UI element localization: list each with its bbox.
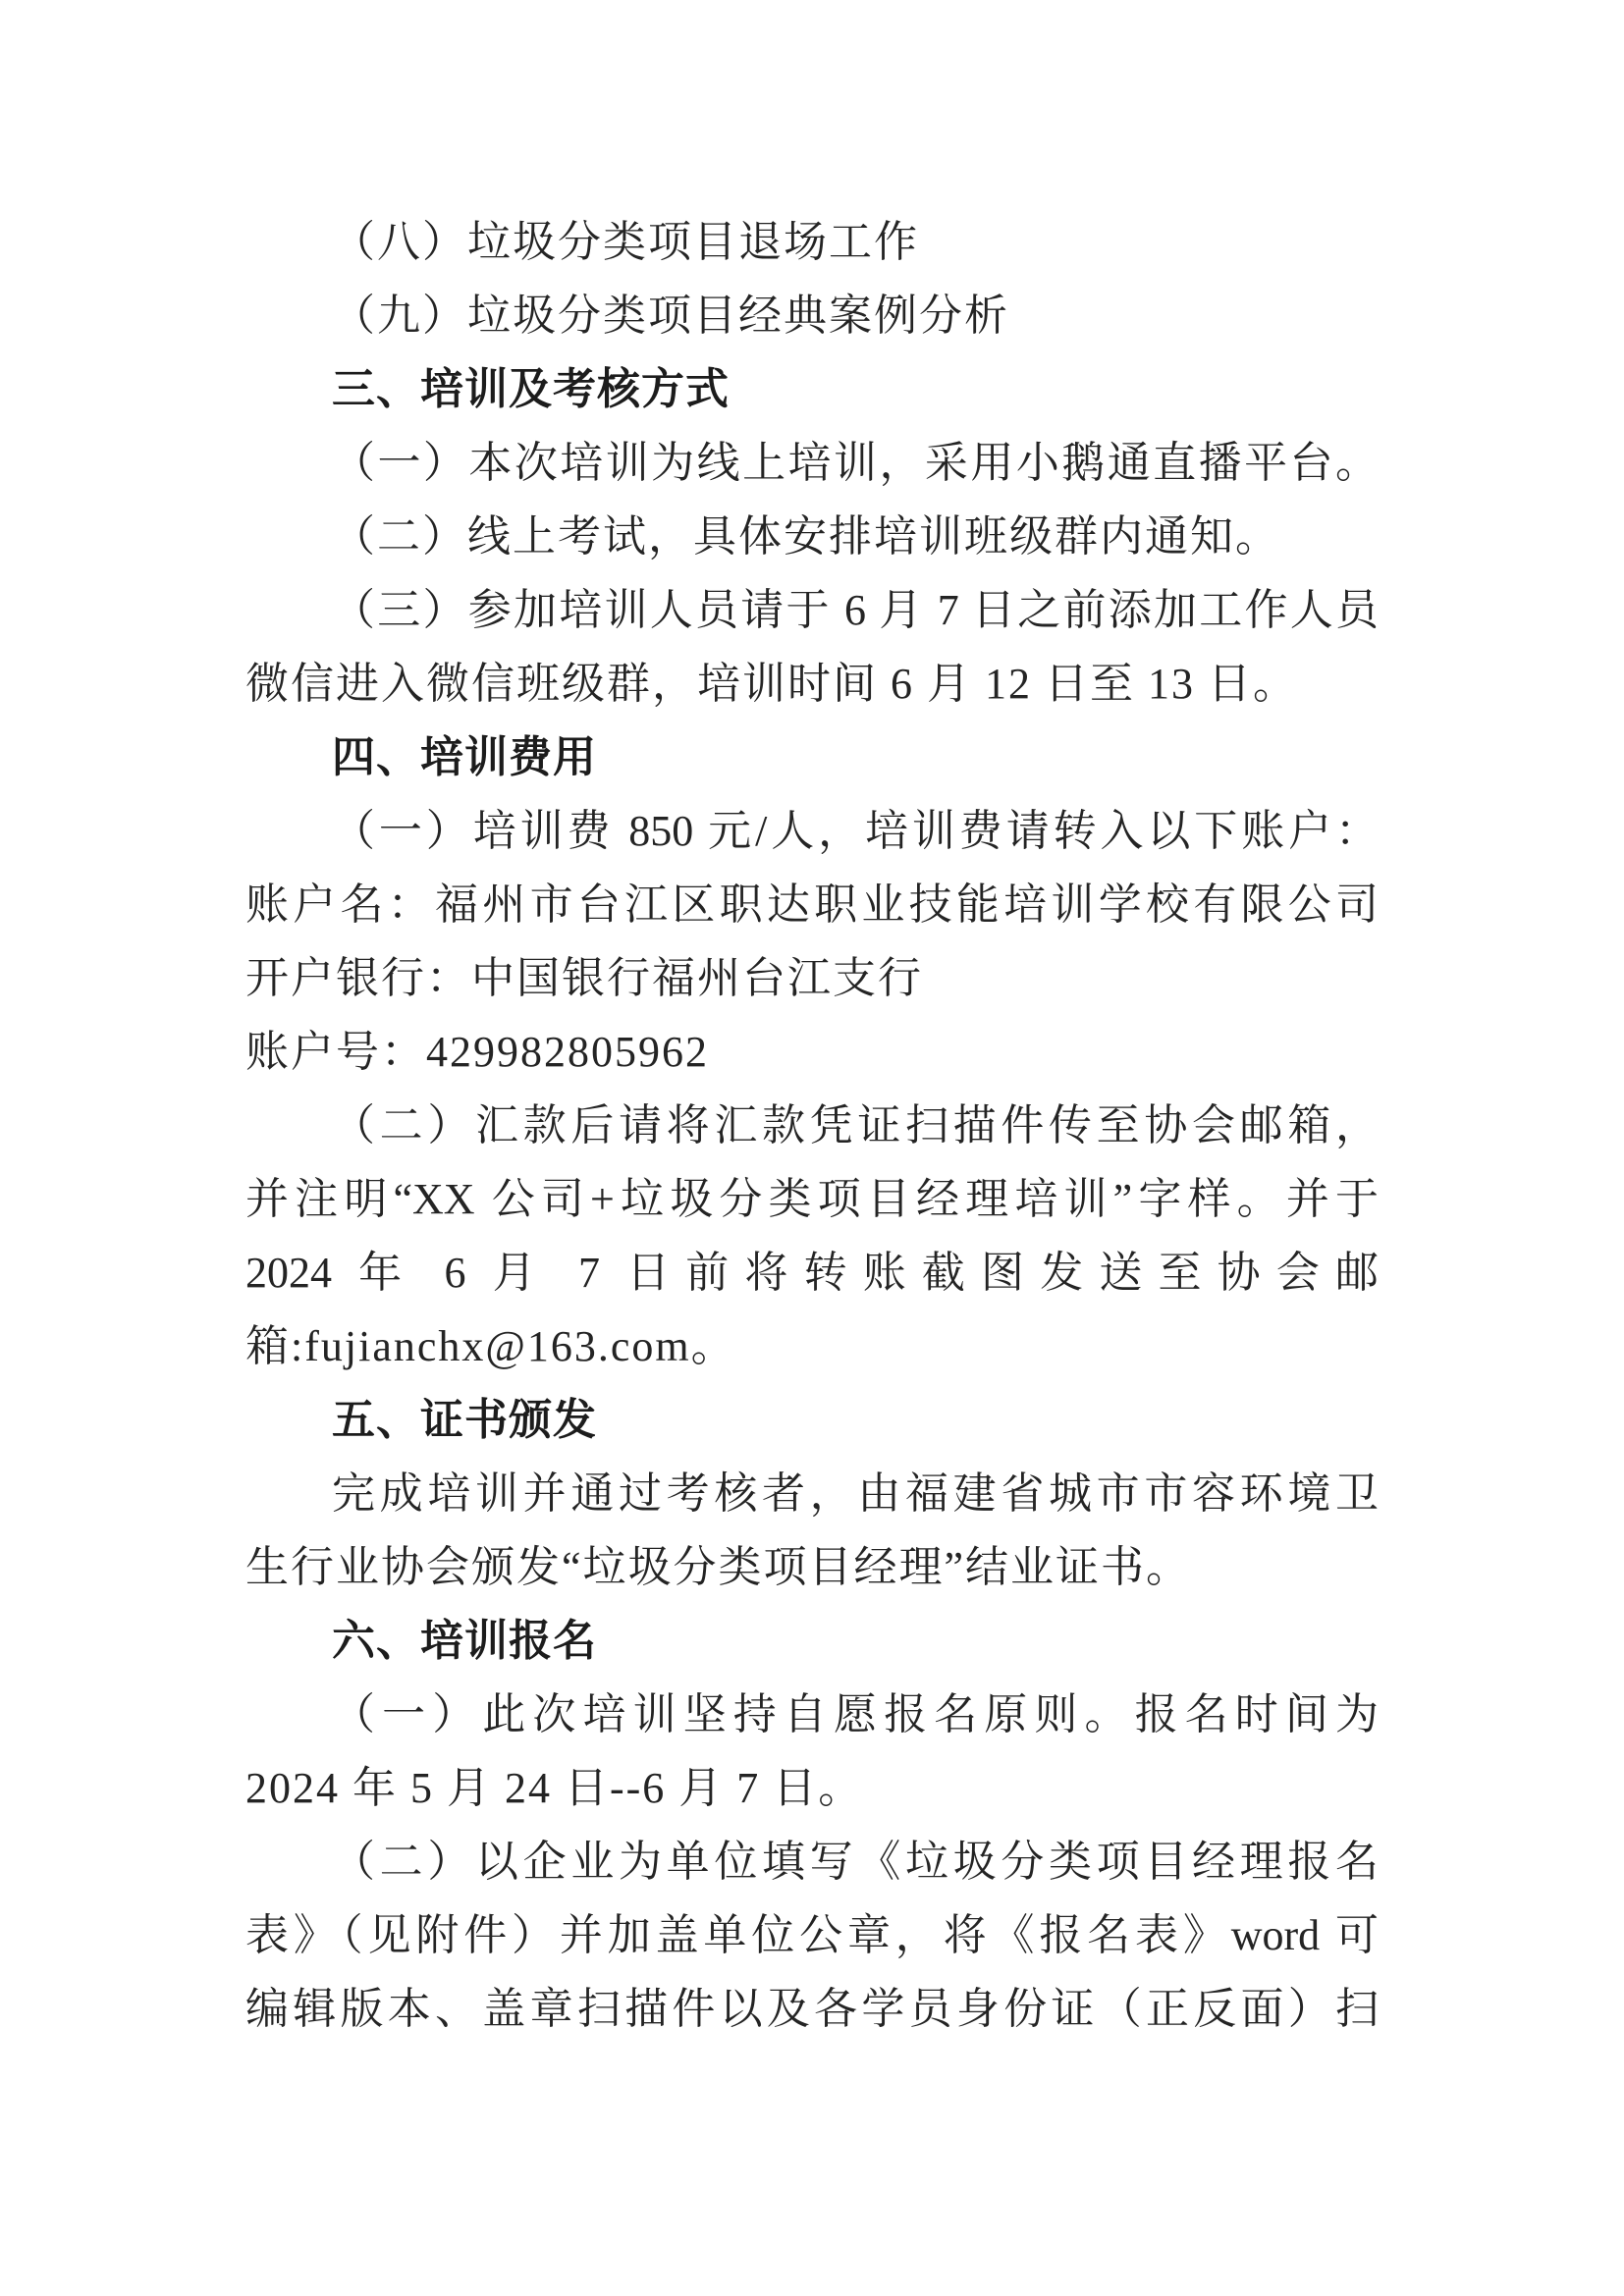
text-line: 编辑版本、盖章扫描件以及各学员身份证（正反面）扫 — [245, 1985, 1379, 2033]
text-line: 账户名：福州市台江区职达职业技能培训学校有限公司 — [245, 881, 1379, 929]
text-line: 开户银行：中国银行福州台江支行 — [245, 954, 923, 1002]
text-line: 2024 年 6 月 7 日前将转账截图发送至协会邮 — [245, 1249, 1379, 1297]
text-line: 完成培训并通过考核者，由福建省城市市容环境卫 — [332, 1469, 1379, 1518]
text-line: 表》（见附件）并加盖单位公章，将《报名表》word 可 — [245, 1911, 1379, 1959]
text-line: 2024 年 5 月 24 日--6 月 7 日。 — [245, 1764, 864, 1812]
text-line: 账户号：429982805962 — [245, 1028, 709, 1076]
text-line: （一）培训费 850 元/人，培训费请转入以下账户： — [332, 807, 1379, 855]
section-heading: 五、证书颁发 — [332, 1396, 597, 1444]
document-body — [245, 205, 1379, 2046]
text-line: （二）以企业为单位填写《垃圾分类项目经理报名 — [332, 1838, 1379, 1886]
text-line: （一）此次培训坚持自愿报名原则。报名时间为 — [332, 1690, 1379, 1738]
text-line: 箱:fujianchx@163.com。 — [245, 1322, 736, 1370]
text-line: 并注明“XX 公司+垃圾分类项目经理培训”字样。并于 — [245, 1175, 1379, 1223]
section-heading: 三、培训及考核方式 — [332, 365, 730, 413]
section-heading: 六、培训报名 — [332, 1617, 597, 1665]
section-heading: 四、培训费用 — [332, 733, 597, 781]
text-line: （二）汇款后请将汇款凭证扫描件传至协会邮箱， — [332, 1101, 1379, 1149]
text-line: （二）线上考试，具体安排培训班级群内通知。 — [332, 512, 1280, 561]
text-line: （八）垃圾分类项目退场工作 — [332, 218, 919, 266]
text-line: （三）参加培训人员请于 6 月 7 日之前添加工作人员 — [332, 586, 1379, 634]
text-line: （九）垃圾分类项目经典案例分析 — [332, 292, 1009, 340]
text-line: 生行业协会颁发“垃圾分类项目经理”结业证书。 — [245, 1543, 1192, 1591]
text-line: （一）本次培训为线上培训，采用小鹅通直播平台。 — [332, 439, 1379, 487]
text-line: 微信进入微信班级群，培训时间 6 月 12 日至 13 日。 — [245, 660, 1298, 708]
